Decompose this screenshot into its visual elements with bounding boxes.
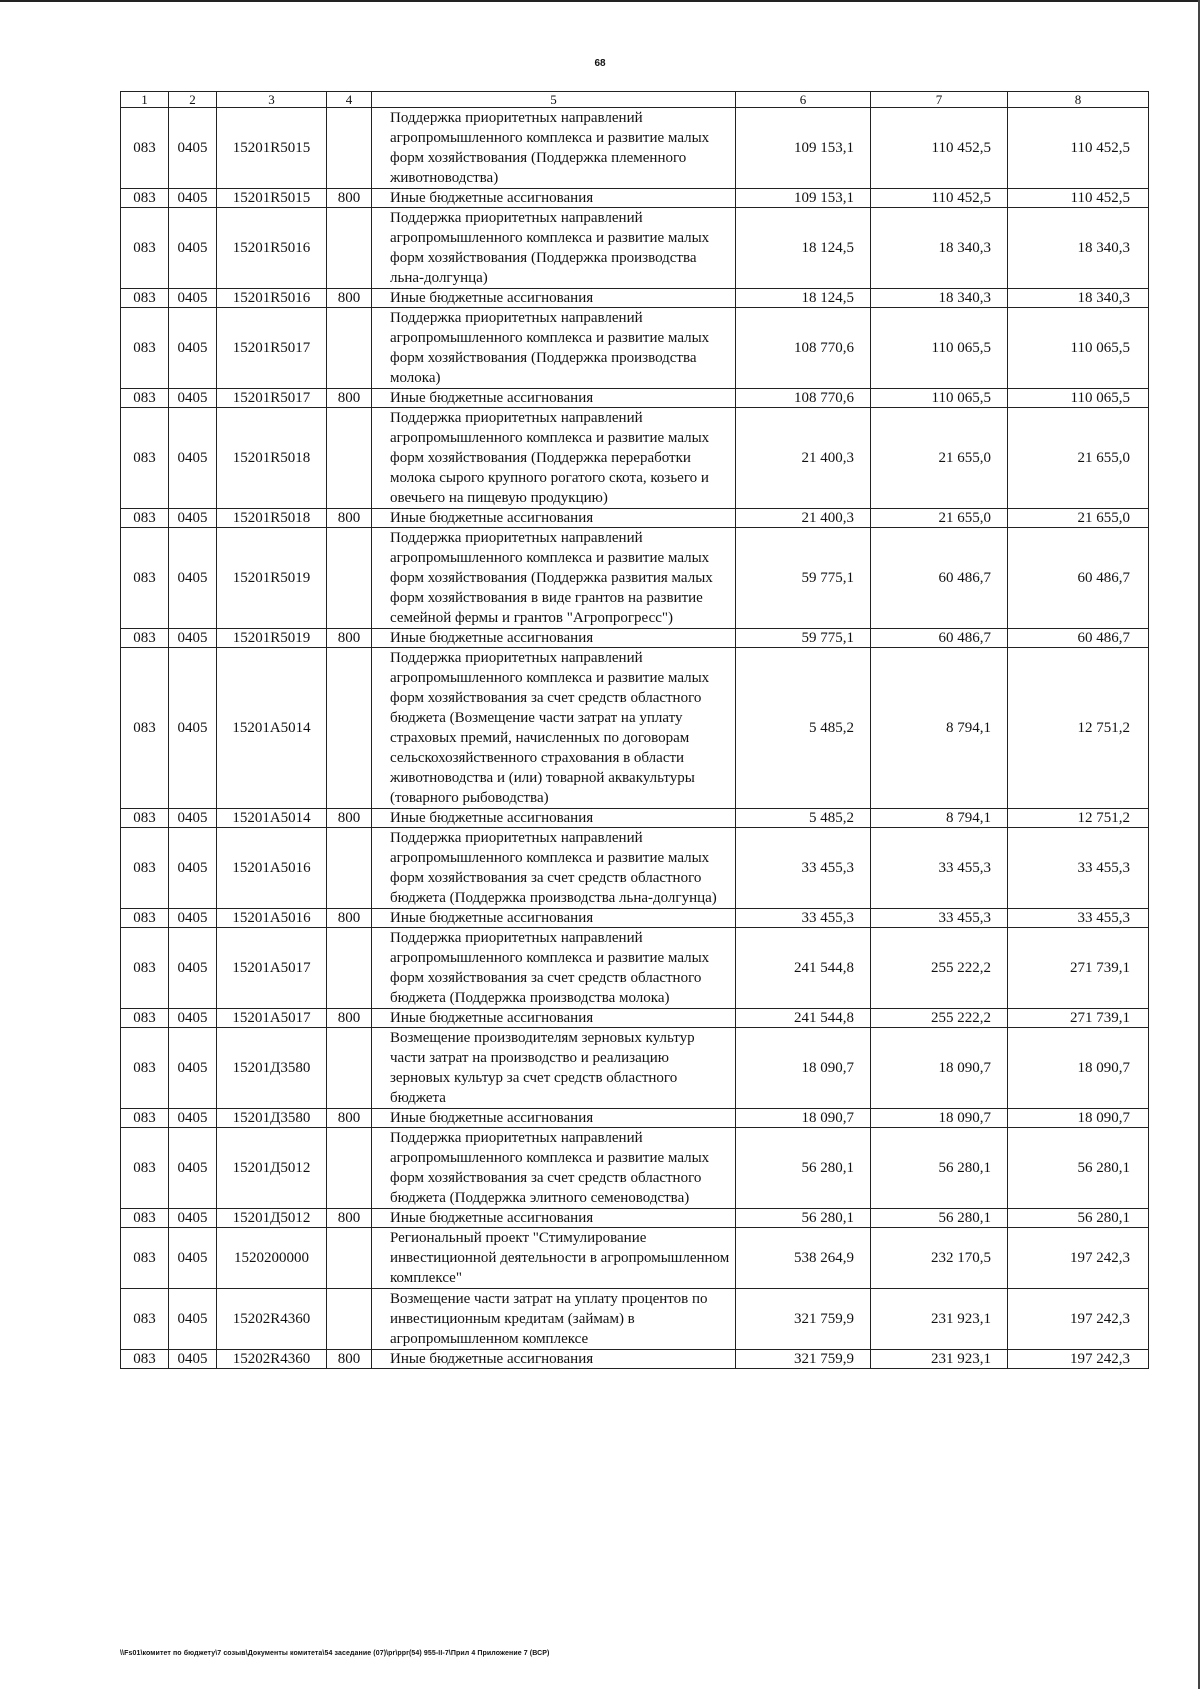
table-row [121,1228,1149,1289]
amount-cell: 56 280,1 [871,1128,1008,1209]
description-cell: Иные бюджетные ассигнования [372,509,736,528]
column-header: 3 [217,92,327,108]
section-code-cell: 0405 [169,1128,217,1209]
amount-cell: 18 090,7 [736,1028,871,1109]
expense-type-cell [327,1128,372,1209]
description-cell: Региональный проект "Стимулирование инвестиционной деятельности в агропромышленном комплексе" [372,1228,736,1289]
target-article-cell: 15201R5016 [217,289,327,308]
section-code-cell: 0405 [169,289,217,308]
amount-cell: 8 794,1 [871,648,1008,809]
amount-cell: 33 455,3 [871,909,1008,928]
amount-cell: 18 090,7 [871,1109,1008,1128]
amount-cell: 18 090,7 [736,1109,871,1128]
amount-cell: 5 485,2 [736,809,871,828]
amount-cell: 59 775,1 [736,528,871,629]
amount-cell: 18 090,7 [1008,1109,1149,1128]
target-article-cell: 15201Д3580 [217,1028,327,1109]
description-cell: Поддержка приоритетных направлений агропромышленного комплекса и развитие малых форм хозяйствования за счет средств областного бюджета (Поддержка производства льна-долгунца) [372,828,736,909]
description-cell: Иные бюджетные ассигнования [372,189,736,208]
amount-cell: 110 452,5 [1008,189,1149,208]
amount-cell: 110 065,5 [871,389,1008,408]
target-article-cell: 15201A5016 [217,828,327,909]
section-code-cell: 0405 [169,408,217,509]
expense-type-cell [327,1228,372,1289]
target-article-cell: 15201R5017 [217,308,327,389]
ministry-code-cell: 083 [121,289,169,308]
expense-type-cell: 800 [327,809,372,828]
table-row [121,208,1149,289]
amount-cell: 271 739,1 [1008,928,1149,1009]
section-code-cell: 0405 [169,208,217,289]
amount-cell: 110 065,5 [1008,389,1149,408]
amount-cell: 241 544,8 [736,928,871,1009]
amount-cell: 231 923,1 [871,1289,1008,1350]
ministry-code-cell: 083 [121,629,169,648]
amount-cell: 110 452,5 [1008,108,1149,189]
ministry-code-cell: 083 [121,928,169,1009]
budget-table [120,91,1149,1369]
amount-cell: 56 280,1 [1008,1128,1149,1209]
table-row [121,1128,1149,1209]
ministry-code-cell: 083 [121,1289,169,1350]
column-header: 5 [372,92,736,108]
section-code-cell: 0405 [169,189,217,208]
file-path-footer: \\Fs01\комитет по бюджету\7 созыв\Документы комитета\54 заседание (07)\pr\ppr(54) 955-II-7\Прил 4 Приложение 7 (ВСР) [120,1650,550,1657]
amount-cell: 60 486,7 [1008,528,1149,629]
column-header: 8 [1008,92,1149,108]
table-row [121,809,1149,828]
amount-cell: 21 655,0 [871,509,1008,528]
amount-cell: 60 486,7 [1008,629,1149,648]
description-cell: Иные бюджетные ассигнования [372,289,736,308]
section-code-cell: 0405 [169,108,217,189]
amount-cell: 21 655,0 [871,408,1008,509]
amount-cell: 197 242,3 [1008,1350,1149,1369]
expense-type-cell [327,208,372,289]
amount-cell: 18 340,3 [1008,208,1149,289]
amount-cell: 197 242,3 [1008,1289,1149,1350]
section-code-cell: 0405 [169,648,217,809]
expense-type-cell [327,528,372,629]
amount-cell: 21 655,0 [1008,509,1149,528]
amount-cell: 231 923,1 [871,1350,1008,1369]
amount-cell: 271 739,1 [1008,1009,1149,1028]
table-row [121,648,1149,809]
description-cell: Иные бюджетные ассигнования [372,809,736,828]
ministry-code-cell: 083 [121,1028,169,1109]
expense-type-cell [327,928,372,1009]
amount-cell: 109 153,1 [736,108,871,189]
expense-type-cell: 800 [327,389,372,408]
description-cell: Иные бюджетные ассигнования [372,629,736,648]
target-article-cell: 15201R5019 [217,528,327,629]
amount-cell: 56 280,1 [871,1209,1008,1228]
ministry-code-cell: 083 [121,408,169,509]
expense-type-cell [327,108,372,189]
ministry-code-cell: 083 [121,308,169,389]
description-cell: Поддержка приоритетных направлений агропромышленного комплекса и развитие малых форм хозяйствования (Поддержка развития малых форм хозяйствования в виде грантов на развитие семейной фермы и грантов "Агропрогресс") [372,528,736,629]
ministry-code-cell: 083 [121,1209,169,1228]
description-cell: Поддержка приоритетных направлений агропромышленного комплекса и развитие малых форм хозяйствования за счет средств областного бюджета (Поддержка элитного семеноводства) [372,1128,736,1209]
section-code-cell: 0405 [169,909,217,928]
description-cell: Поддержка приоритетных направлений агропромышленного комплекса и развитие малых форм хозяйствования (Поддержка производства молока) [372,308,736,389]
table-row [121,828,1149,909]
section-code-cell: 0405 [169,509,217,528]
table-row [121,408,1149,509]
target-article-cell: 15202R4360 [217,1350,327,1369]
ministry-code-cell: 083 [121,1128,169,1209]
amount-cell: 232 170,5 [871,1228,1008,1289]
column-header: 4 [327,92,372,108]
scan-edge [0,0,1200,2]
amount-cell: 18 340,3 [1008,289,1149,308]
amount-cell: 12 751,2 [1008,648,1149,809]
expense-type-cell: 800 [327,289,372,308]
amount-cell: 33 455,3 [871,828,1008,909]
amount-cell: 21 400,3 [736,408,871,509]
target-article-cell: 15201R5015 [217,189,327,208]
description-cell: Поддержка приоритетных направлений агропромышленного комплекса и развитие малых форм хозяйствования (Поддержка племенного животноводства) [372,108,736,189]
table-row [121,509,1149,528]
target-article-cell: 15202R4360 [217,1289,327,1350]
target-article-cell: 15201A5014 [217,648,327,809]
amount-cell: 538 264,9 [736,1228,871,1289]
expense-type-cell: 800 [327,189,372,208]
amount-cell: 21 400,3 [736,509,871,528]
table-row [121,189,1149,208]
column-header: 1 [121,92,169,108]
description-cell: Иные бюджетные ассигнования [372,1350,736,1369]
table-row [121,1009,1149,1028]
expense-type-cell [327,308,372,389]
expense-type-cell [327,648,372,809]
expense-type-cell: 800 [327,1109,372,1128]
description-cell: Поддержка приоритетных направлений агропромышленного комплекса и развитие малых форм хозяйствования за счет средств областного бюджета (Поддержка производства молока) [372,928,736,1009]
ministry-code-cell: 083 [121,809,169,828]
amount-cell: 60 486,7 [871,629,1008,648]
amount-cell: 60 486,7 [871,528,1008,629]
description-cell: Возмещение производителям зерновых культур части затрат на производство и реализацию зерновых культур за счет средств областного бюджета [372,1028,736,1109]
description-cell: Иные бюджетные ассигнования [372,909,736,928]
table-row [121,1289,1149,1350]
column-number-row [121,92,1149,108]
table-row [121,629,1149,648]
target-article-cell: 15201Д5012 [217,1128,327,1209]
section-code-cell: 0405 [169,1209,217,1228]
amount-cell: 56 280,1 [736,1128,871,1209]
amount-cell: 241 544,8 [736,1009,871,1028]
ministry-code-cell: 083 [121,189,169,208]
table-body [121,108,1149,1369]
target-article-cell: 15201R5018 [217,408,327,509]
section-code-cell: 0405 [169,389,217,408]
amount-cell: 8 794,1 [871,809,1008,828]
amount-cell: 108 770,6 [736,308,871,389]
amount-cell: 59 775,1 [736,629,871,648]
amount-cell: 18 124,5 [736,289,871,308]
description-cell: Поддержка приоритетных направлений агропромышленного комплекса и развитие малых форм хозяйствования (Поддержка производства льна-долгунца) [372,208,736,289]
description-cell: Иные бюджетные ассигнования [372,389,736,408]
amount-cell: 18 340,3 [871,208,1008,289]
description-cell: Иные бюджетные ассигнования [372,1009,736,1028]
amount-cell: 110 452,5 [871,108,1008,189]
target-article-cell: 15201R5018 [217,509,327,528]
column-header: 6 [736,92,871,108]
description-cell: Поддержка приоритетных направлений агропромышленного комплекса и развитие малых форм хозяйствования за счет средств областного бюджета (Возмещение части затрат на уплату страховых премий, начисленных по договорам сельскохозяйственного страхования в области животноводства и (или) товарной аквакультуры (товарного рыбоводства) [372,648,736,809]
ministry-code-cell: 083 [121,648,169,809]
section-code-cell: 0405 [169,1289,217,1350]
table-row [121,1109,1149,1128]
section-code-cell: 0405 [169,308,217,389]
target-article-cell: 15201R5019 [217,629,327,648]
amount-cell: 255 222,2 [871,1009,1008,1028]
expense-type-cell [327,1289,372,1350]
amount-cell: 255 222,2 [871,928,1008,1009]
target-article-cell: 1520200000 [217,1228,327,1289]
table-row [121,928,1149,1009]
amount-cell: 33 455,3 [736,909,871,928]
amount-cell: 321 759,9 [736,1350,871,1369]
amount-cell: 108 770,6 [736,389,871,408]
target-article-cell: 15201Д3580 [217,1109,327,1128]
expense-type-cell: 800 [327,1009,372,1028]
ministry-code-cell: 083 [121,528,169,629]
section-code-cell: 0405 [169,528,217,629]
ministry-code-cell: 083 [121,828,169,909]
amount-cell: 109 153,1 [736,189,871,208]
table-row [121,289,1149,308]
target-article-cell: 15201A5016 [217,909,327,928]
column-header: 2 [169,92,217,108]
amount-cell: 12 751,2 [1008,809,1149,828]
section-code-cell: 0405 [169,809,217,828]
target-article-cell: 15201Д5012 [217,1209,327,1228]
section-code-cell: 0405 [169,828,217,909]
ministry-code-cell: 083 [121,108,169,189]
ministry-code-cell: 083 [121,1350,169,1369]
amount-cell: 110 065,5 [1008,308,1149,389]
amount-cell: 110 065,5 [871,308,1008,389]
amount-cell: 21 655,0 [1008,408,1149,509]
section-code-cell: 0405 [169,1028,217,1109]
table-row [121,308,1149,389]
page-number: 68 [594,58,606,69]
ministry-code-cell: 083 [121,1009,169,1028]
section-code-cell: 0405 [169,1109,217,1128]
expense-type-cell: 800 [327,509,372,528]
expense-type-cell [327,828,372,909]
expense-type-cell: 800 [327,629,372,648]
amount-cell: 5 485,2 [736,648,871,809]
ministry-code-cell: 083 [121,509,169,528]
description-cell: Иные бюджетные ассигнования [372,1109,736,1128]
amount-cell: 18 090,7 [1008,1028,1149,1109]
description-cell: Поддержка приоритетных направлений агропромышленного комплекса и развитие малых форм хозяйствования (Поддержка переработки молока сырого крупного рогатого скота, козьего и овечьего на пищевую продукцию) [372,408,736,509]
column-header: 7 [871,92,1008,108]
target-article-cell: 15201A5014 [217,809,327,828]
amount-cell: 56 280,1 [1008,1209,1149,1228]
table-row [121,1350,1149,1369]
target-article-cell: 15201R5015 [217,108,327,189]
table-row [121,1209,1149,1228]
section-code-cell: 0405 [169,629,217,648]
table-row [121,909,1149,928]
table-row [121,1028,1149,1109]
amount-cell: 33 455,3 [1008,828,1149,909]
amount-cell: 18 090,7 [871,1028,1008,1109]
table-row [121,389,1149,408]
table-row [121,528,1149,629]
expense-type-cell: 800 [327,1350,372,1369]
ministry-code-cell: 083 [121,909,169,928]
target-article-cell: 15201A5017 [217,1009,327,1028]
target-article-cell: 15201R5017 [217,389,327,408]
amount-cell: 33 455,3 [736,828,871,909]
description-cell: Возмещение части затрат на уплату процентов по инвестиционным кредитам (займам) в агропромышленном комплексе [372,1289,736,1350]
amount-cell: 110 452,5 [871,189,1008,208]
table-row [121,108,1149,189]
ministry-code-cell: 083 [121,1109,169,1128]
section-code-cell: 0405 [169,928,217,1009]
expense-type-cell [327,1028,372,1109]
amount-cell: 56 280,1 [736,1209,871,1228]
target-article-cell: 15201A5017 [217,928,327,1009]
amount-cell: 18 340,3 [871,289,1008,308]
section-code-cell: 0405 [169,1350,217,1369]
ministry-code-cell: 083 [121,389,169,408]
expense-type-cell: 800 [327,1209,372,1228]
ministry-code-cell: 083 [121,1228,169,1289]
amount-cell: 18 124,5 [736,208,871,289]
section-code-cell: 0405 [169,1228,217,1289]
ministry-code-cell: 083 [121,208,169,289]
amount-cell: 321 759,9 [736,1289,871,1350]
target-article-cell: 15201R5016 [217,208,327,289]
description-cell: Иные бюджетные ассигнования [372,1209,736,1228]
amount-cell: 33 455,3 [1008,909,1149,928]
expense-type-cell [327,408,372,509]
section-code-cell: 0405 [169,1009,217,1028]
amount-cell: 197 242,3 [1008,1228,1149,1289]
expense-type-cell: 800 [327,909,372,928]
